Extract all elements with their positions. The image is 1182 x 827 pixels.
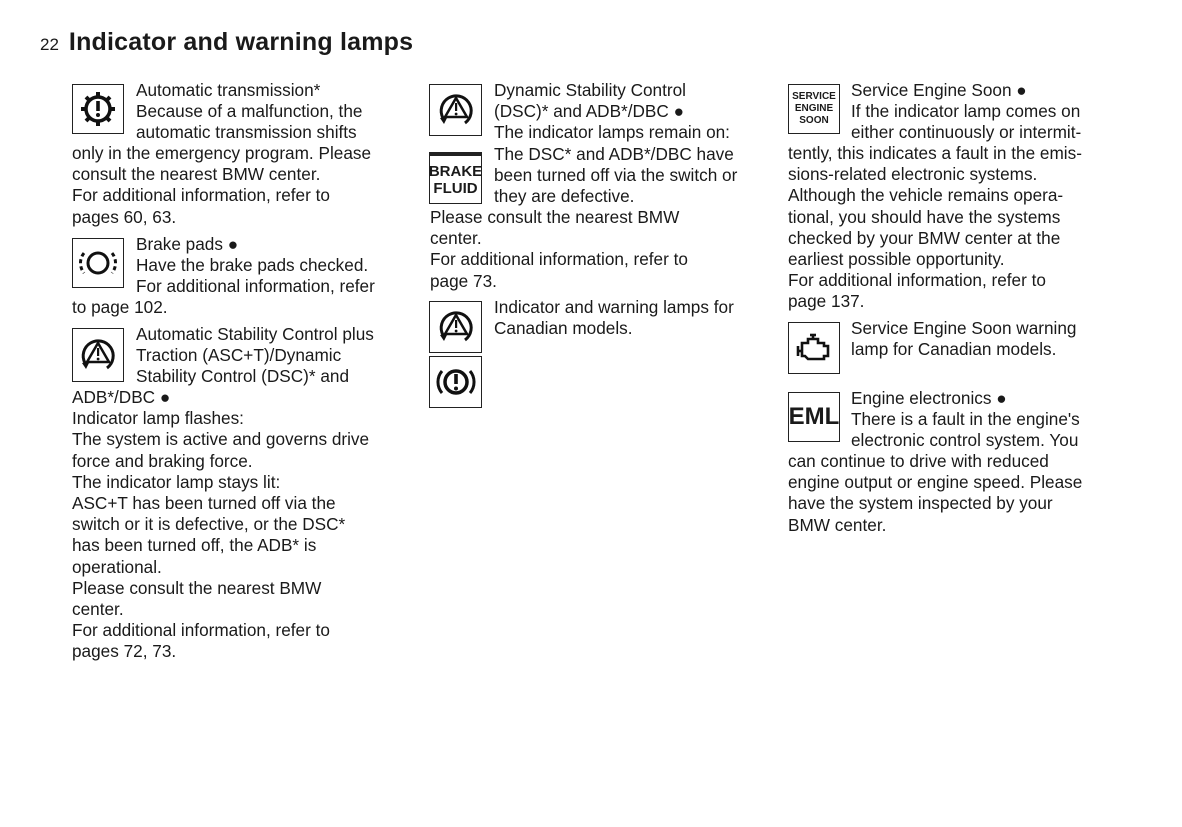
text-line: engine output or engine speed. Please bbox=[788, 472, 1083, 493]
text-line: Indicator lamp flashes: bbox=[72, 408, 244, 429]
col1-s3-head bbox=[136, 324, 374, 388]
ses-line3: SOON bbox=[799, 115, 829, 126]
col1-s1-head bbox=[136, 80, 362, 144]
col1-s3-body bbox=[72, 387, 369, 663]
text-line: Dynamic Stability Control bbox=[494, 80, 686, 100]
eml-label: EML bbox=[788, 403, 840, 430]
text-line: Stability Control (DSC)* and bbox=[136, 366, 350, 387]
text-line: Although the vehicle remains opera- bbox=[788, 185, 1064, 206]
brake-fluid-line1: BRAKE bbox=[428, 162, 483, 180]
text-line: Brake pads ● bbox=[136, 234, 239, 254]
text-line: earliest possible opportunity. bbox=[788, 249, 1005, 270]
text-line: force and braking force. bbox=[72, 450, 253, 471]
ses-line2: ENGINE bbox=[794, 103, 834, 114]
text-line: Automatic transmission* bbox=[136, 80, 321, 100]
text-line: ADB*/DBC ● bbox=[72, 387, 171, 407]
text-line: either continuously or intermit- bbox=[851, 122, 1082, 143]
col3-s3-head bbox=[851, 388, 1080, 452]
text-line: page 137. bbox=[788, 291, 865, 312]
text-line: center. bbox=[430, 228, 482, 249]
page-header bbox=[40, 28, 413, 57]
page-number: 22 bbox=[40, 35, 59, 54]
text-line: tional, you should have the systems bbox=[788, 206, 1061, 227]
text-line: (DSC)* and ADB*/DBC ● bbox=[494, 101, 684, 122]
text-line: For additional information, refer to bbox=[72, 620, 330, 641]
text-line: Automatic Stability Control plus bbox=[136, 324, 374, 344]
text-line: Because of a malfunction, the bbox=[136, 101, 363, 122]
ses-line1: SERVICE bbox=[792, 91, 836, 102]
text-line: operational. bbox=[72, 556, 162, 577]
canadian-dsc-icon bbox=[429, 301, 482, 353]
text-line: center. bbox=[72, 599, 124, 620]
text-line: they are defective. bbox=[494, 186, 635, 207]
text-line: Traction (ASC+T)/Dynamic bbox=[136, 345, 342, 366]
text-line: have the system inspected by your bbox=[788, 493, 1053, 514]
text-line: Canadian models. bbox=[494, 318, 633, 339]
col1-s2-head bbox=[136, 234, 375, 298]
text-line: Indicator and warning lamps for bbox=[494, 297, 734, 317]
text-line: pages 60, 63. bbox=[72, 206, 177, 227]
text-line: sions-related electronic systems. bbox=[788, 164, 1038, 185]
col1-s2-body bbox=[72, 297, 168, 318]
text-line: been turned off via the switch or bbox=[494, 164, 738, 185]
col3-s1-body bbox=[788, 143, 1082, 313]
col3-s2-head bbox=[851, 318, 1077, 360]
text-line: The indicator lamp stays lit: bbox=[72, 471, 281, 492]
brake-fluid-line2: FLUID bbox=[433, 179, 478, 197]
text-line: page 73. bbox=[430, 270, 497, 291]
service-engine-soon-icon bbox=[788, 84, 840, 134]
col2-s1-body bbox=[430, 207, 688, 292]
text-line: There is a fault in the engine's bbox=[851, 409, 1080, 430]
text-line: Service Engine Soon ● bbox=[851, 80, 1027, 100]
col3-s1-head bbox=[851, 80, 1081, 144]
brake-fluid-icon bbox=[429, 152, 482, 204]
text-line: If the indicator lamp comes on bbox=[851, 101, 1081, 122]
col2-s1-head bbox=[494, 80, 737, 207]
text-line: only in the emergency program. Please bbox=[72, 143, 372, 163]
text-line: Have the brake pads checked. bbox=[136, 255, 369, 276]
text-line: has been turned off, the ADB* is bbox=[72, 535, 317, 556]
text-line: The DSC* and ADB*/DBC have bbox=[494, 143, 734, 164]
text-line: consult the nearest BMW center. bbox=[72, 164, 321, 185]
text-line: BMW center. bbox=[788, 514, 887, 535]
text-line: can continue to drive with reduced bbox=[788, 451, 1049, 471]
dsc-warning-icon bbox=[429, 84, 482, 136]
text-line: to page 102. bbox=[72, 297, 168, 317]
engine-check-icon bbox=[788, 322, 840, 374]
text-line: Please consult the nearest BMW bbox=[430, 207, 680, 227]
transmission-warning-icon bbox=[72, 84, 124, 134]
text-line: For additional information, refer bbox=[136, 276, 375, 297]
text-line: tently, this indicates a fault in the emis- bbox=[788, 143, 1082, 163]
col2-s2-head bbox=[494, 297, 734, 339]
brake-pads-icon bbox=[72, 238, 124, 288]
text-line: lamp for Canadian models. bbox=[851, 339, 1057, 360]
text-line: Service Engine Soon warning bbox=[851, 318, 1077, 338]
text-line: Please consult the nearest BMW bbox=[72, 577, 322, 598]
canadian-brake-icon bbox=[429, 356, 482, 408]
text-line: pages 72, 73. bbox=[72, 641, 177, 662]
text-line: switch or it is defective, or the DSC* bbox=[72, 514, 346, 535]
page-title: Indicator and warning lamps bbox=[68, 28, 414, 56]
text-line: Engine electronics ● bbox=[851, 388, 1007, 408]
text-line: ASC+T has been turned off via the bbox=[72, 493, 336, 514]
text-line: checked by your BMW center at the bbox=[788, 227, 1061, 248]
eml-icon bbox=[788, 392, 840, 442]
text-line: For additional information, refer to bbox=[788, 270, 1046, 291]
text-line: automatic transmission shifts bbox=[136, 122, 357, 143]
text-line: The indicator lamps remain on: bbox=[494, 122, 730, 143]
col3-s3-body bbox=[788, 451, 1082, 536]
text-line: For additional information, refer to bbox=[72, 185, 330, 206]
stability-control-icon bbox=[72, 328, 124, 382]
col1-s1-body bbox=[72, 143, 371, 228]
text-line: electronic control system. You bbox=[851, 430, 1079, 451]
text-line: For additional information, refer to bbox=[430, 249, 688, 270]
text-line: The system is active and governs drive bbox=[72, 429, 370, 450]
